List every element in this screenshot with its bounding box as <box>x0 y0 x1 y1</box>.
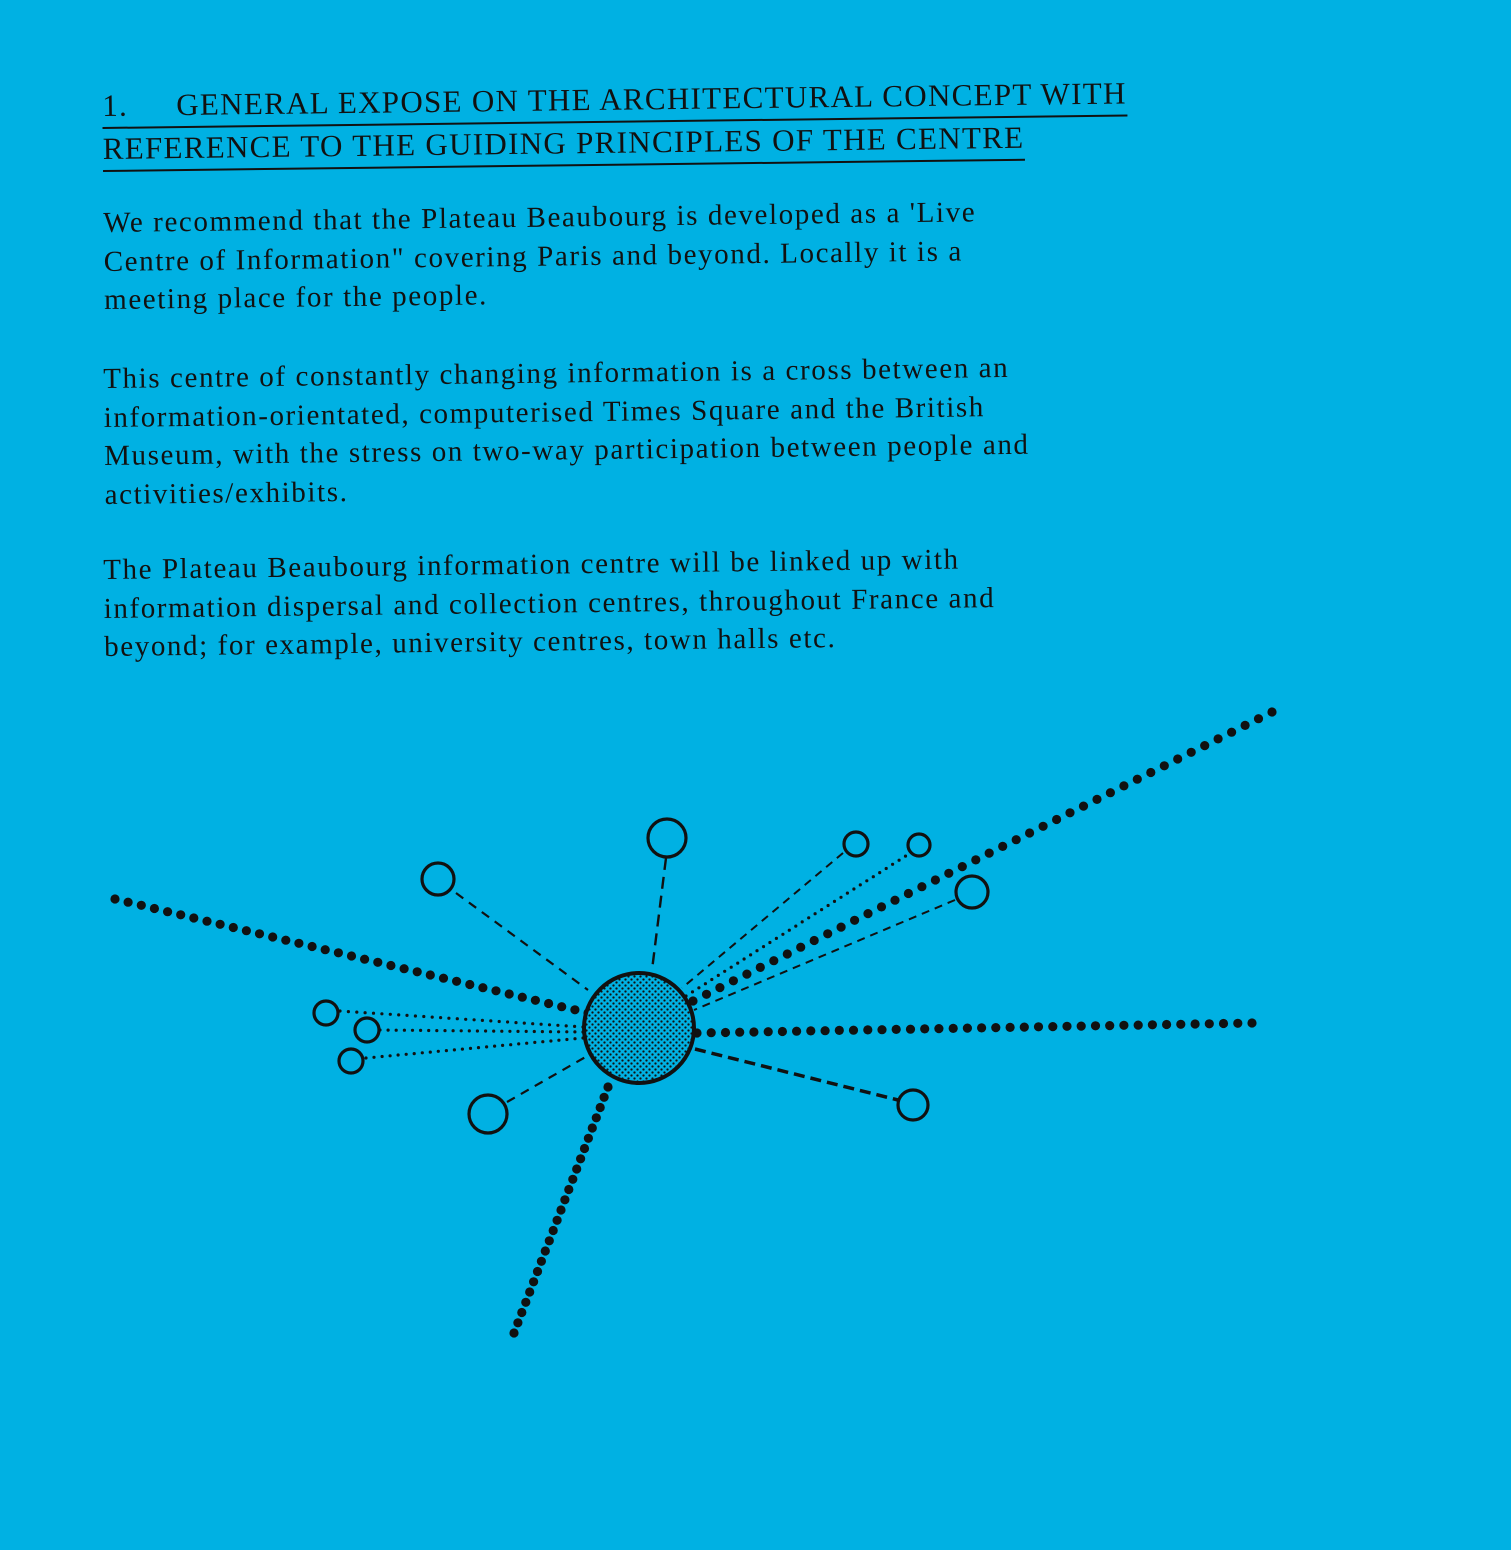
link-dot <box>525 1042 528 1045</box>
link-dot <box>934 1024 943 1033</box>
link-dot <box>505 989 514 998</box>
link-dot <box>469 1047 472 1050</box>
satellite-node-lower-right <box>898 1090 928 1120</box>
link-dot <box>347 1010 350 1013</box>
paragraph-line: Museum, with the stress on two-way participation between people and <box>103 428 1030 472</box>
link-dot <box>468 1029 471 1032</box>
link-dot <box>904 855 907 858</box>
link-dot <box>807 916 810 919</box>
link-dot <box>389 1013 392 1016</box>
link-dot <box>850 916 859 925</box>
link-dot <box>1079 802 1088 811</box>
link-dot <box>891 863 894 866</box>
link-dot <box>355 1011 358 1014</box>
link-dot <box>781 933 784 936</box>
link-dot <box>124 898 133 907</box>
link-dot <box>810 936 819 945</box>
paragraph-line: The Plateau Beaubourg information centre will be linked up with <box>103 543 960 586</box>
link-dot <box>764 1027 773 1036</box>
link-dot <box>596 1103 605 1112</box>
link-dot <box>405 1053 408 1056</box>
link-dot <box>421 1051 424 1054</box>
link-dot <box>443 1029 446 1032</box>
link-dot <box>573 1037 576 1040</box>
satellite-node-lower-left <box>469 1095 507 1133</box>
link-dot <box>821 1026 830 1035</box>
link-dot <box>386 961 395 970</box>
link-dot <box>110 894 119 903</box>
link-dot <box>229 923 238 932</box>
link-dot <box>796 943 805 952</box>
link-dot <box>1187 748 1196 757</box>
link-dot <box>1160 761 1169 770</box>
paragraph-line: meeting place for the people. <box>103 279 489 316</box>
link-dot <box>1200 741 1209 750</box>
link-dot <box>592 1113 601 1122</box>
link-dot <box>549 1030 552 1033</box>
link-dot <box>877 1025 886 1034</box>
link-dot <box>1006 1023 1015 1032</box>
link-dot <box>778 1027 787 1036</box>
link-dot <box>865 879 868 882</box>
link-dot <box>465 980 474 989</box>
link-dot <box>710 978 713 981</box>
link-dot <box>1134 1021 1143 1030</box>
link-dot <box>533 1041 536 1044</box>
link-dot <box>570 1005 579 1014</box>
link-dot <box>1091 1021 1100 1030</box>
link-dot <box>977 1023 986 1032</box>
satellite-node-left-a <box>314 1001 338 1025</box>
trunk-line-right <box>692 1018 1256 1037</box>
link-dot <box>721 1028 730 1037</box>
link-dot <box>202 917 211 926</box>
link-dot <box>1119 781 1128 790</box>
link-dot <box>473 1018 476 1021</box>
link-dot <box>380 1012 383 1015</box>
link-dot <box>1133 775 1142 784</box>
link-dot <box>557 1030 560 1033</box>
link-dot <box>464 1018 467 1021</box>
link-dot <box>419 1029 422 1032</box>
link-dot <box>906 1025 915 1034</box>
link-dot <box>749 1027 758 1036</box>
link-dot <box>531 996 540 1005</box>
link-dot <box>364 1056 367 1059</box>
link-dot <box>1214 734 1223 743</box>
link-dot <box>783 949 792 958</box>
link-dot <box>715 983 724 992</box>
link-dot <box>588 1123 597 1132</box>
link-dot <box>920 1024 929 1033</box>
paragraph-line: information dispersal and collection centres, throughout France and <box>103 581 996 625</box>
link-dot <box>493 1045 496 1048</box>
satellite-node-top-right-b <box>908 834 930 856</box>
link-dot <box>431 1016 434 1019</box>
link-dot <box>509 1328 518 1337</box>
link-dot <box>150 904 159 913</box>
link-dot <box>508 1030 511 1033</box>
link-dot <box>769 956 778 965</box>
link-dot <box>1162 1020 1171 1029</box>
link-dot <box>189 913 198 922</box>
link-dot <box>1219 1019 1228 1028</box>
link-dot <box>917 882 926 891</box>
satellite-node-top-right-a <box>844 832 868 856</box>
link-dot <box>400 964 409 973</box>
link-dot <box>411 1029 414 1032</box>
link-dot <box>792 1027 801 1036</box>
heading-line-1-text: GENERAL EXPOSE ON THE ARCHITECTURAL CONCEPT WITH <box>176 75 1127 123</box>
link-dot <box>898 859 901 862</box>
link-dot <box>560 1195 569 1204</box>
dashed-link-upper-left <box>456 893 588 990</box>
link-dot <box>492 1030 495 1033</box>
link-dot <box>814 912 817 915</box>
link-dot <box>1119 1021 1128 1030</box>
link-dot <box>537 1257 546 1266</box>
link-dot <box>794 925 797 928</box>
link-dot <box>484 1029 487 1032</box>
link-dot <box>427 1029 430 1032</box>
link-dot <box>395 1029 398 1032</box>
link-dot <box>321 945 330 954</box>
link-dot <box>426 970 435 979</box>
link-dot <box>1052 815 1061 824</box>
link-dot <box>456 1017 459 1020</box>
link-dot <box>491 986 500 995</box>
link-dot <box>525 1287 534 1296</box>
link-dot <box>533 1267 542 1276</box>
link-dot <box>1034 1022 1043 1031</box>
link-dot <box>549 1226 558 1235</box>
link-dot <box>557 1002 566 1011</box>
link-dot <box>697 986 700 989</box>
link-dot <box>1025 828 1034 837</box>
link-dot <box>461 1048 464 1051</box>
link-dot <box>372 1056 375 1059</box>
link-dot <box>556 1205 565 1214</box>
link-dot <box>347 951 356 960</box>
link-dot <box>877 902 886 911</box>
paragraph-line: We recommend that the Plateau Beaubourg is developed as a 'Live <box>103 196 977 239</box>
link-dot <box>452 1029 455 1032</box>
link-dot <box>717 974 720 977</box>
link-dot <box>405 1014 408 1017</box>
link-dot <box>801 920 804 923</box>
link-dot <box>1012 835 1021 844</box>
link-dot <box>852 887 855 890</box>
link-dot <box>762 945 765 948</box>
link-dot <box>403 1029 406 1032</box>
dashed-link-lower-right <box>695 1049 898 1100</box>
link-dot <box>485 1045 488 1048</box>
dashed-link-top <box>652 858 666 970</box>
link-dot <box>564 1185 573 1194</box>
link-dot <box>704 982 707 985</box>
link-dot <box>533 1030 536 1033</box>
link-dot <box>1227 728 1236 737</box>
link-dot <box>872 875 875 878</box>
link-dot <box>985 849 994 858</box>
satellite-node-right <box>956 876 988 908</box>
paragraph-line: beyond; for example, university centres, town halls etc. <box>103 622 837 663</box>
link-dot <box>476 1029 479 1032</box>
link-dot <box>498 1020 501 1023</box>
link-dot <box>723 970 726 973</box>
link-dot <box>1254 714 1263 723</box>
link-dot <box>1039 822 1048 831</box>
link-dot <box>749 953 752 956</box>
link-dot <box>1241 721 1250 730</box>
link-dot <box>501 1044 504 1047</box>
link-dot <box>387 1029 390 1032</box>
link-dot <box>478 983 487 992</box>
link-dot <box>545 1236 554 1245</box>
link-dot <box>439 974 448 983</box>
paragraph-line: information-orientated, computerised Times Square and the British <box>103 390 986 434</box>
link-dot <box>1092 795 1101 804</box>
link-dot <box>849 1026 858 1035</box>
link-dot <box>514 1021 517 1024</box>
link-dot <box>691 990 694 993</box>
link-dot <box>373 958 382 967</box>
link-dot <box>255 929 264 938</box>
link-dot <box>702 990 711 999</box>
link-dot <box>176 910 185 919</box>
link-dot <box>529 1277 538 1286</box>
link-dot <box>885 867 888 870</box>
paragraph-line: activities/exhibits. <box>104 475 349 511</box>
link-dot <box>846 892 849 895</box>
link-dot <box>308 942 317 951</box>
trunk-line-upper-right <box>688 707 1276 1005</box>
link-dot <box>584 1134 593 1143</box>
link-dot <box>1106 788 1115 797</box>
fine-link-left-bottom <box>364 1036 584 1059</box>
link-dot <box>477 1046 480 1049</box>
link-dot <box>931 875 940 884</box>
trunk-line-left <box>110 894 592 1017</box>
link-dot <box>389 1054 392 1057</box>
link-dot <box>445 1049 448 1052</box>
link-dot <box>422 1015 425 1018</box>
dashed-link-lower-left <box>507 1055 589 1102</box>
link-dot <box>360 955 369 964</box>
satellite-node-left-c <box>339 1049 363 1073</box>
link-dot <box>1176 1020 1185 1029</box>
link-dot <box>453 1048 456 1051</box>
link-dot <box>768 941 771 944</box>
link-dot <box>1077 1022 1086 1031</box>
link-dot <box>294 939 303 948</box>
link-dot <box>944 869 953 878</box>
link-dot <box>557 1039 560 1042</box>
link-dot <box>565 1024 568 1027</box>
link-dot <box>541 1040 544 1043</box>
link-dot <box>413 967 422 976</box>
link-dot <box>429 1051 432 1054</box>
link-dot <box>531 1022 534 1025</box>
satellite-node-left-b <box>355 1018 379 1042</box>
link-dot <box>397 1013 400 1016</box>
link-dot <box>1048 1022 1057 1031</box>
link-dot <box>517 1042 520 1045</box>
link-dot <box>890 896 899 905</box>
link-dot <box>1148 1020 1157 1029</box>
link-dot <box>506 1020 509 1023</box>
link-dot <box>481 1019 484 1022</box>
link-dot <box>1233 1019 1242 1028</box>
link-dot <box>413 1052 416 1055</box>
link-dot <box>544 999 553 1008</box>
link-dot <box>756 963 765 972</box>
link-dot <box>281 936 290 945</box>
link-dot <box>600 1093 609 1102</box>
fine-link-left-middle <box>378 1028 584 1033</box>
link-dot <box>517 1308 526 1317</box>
paragraph-line: This centre of constantly changing information is a cross between an <box>103 351 1010 395</box>
link-dot <box>268 932 277 941</box>
satellite-node-upper-left <box>422 863 454 895</box>
link-dot <box>381 1055 384 1058</box>
link-dot <box>489 1019 492 1022</box>
link-dot <box>242 926 251 935</box>
link-dot <box>372 1012 375 1015</box>
paragraph-line: Centre of Information" covering Paris and beyond. Locally it is a <box>103 235 964 278</box>
link-dot <box>1191 1019 1200 1028</box>
hub-circle <box>584 973 694 1083</box>
link-dot <box>1205 1019 1214 1028</box>
link-dot <box>565 1030 568 1033</box>
link-dot <box>743 957 746 960</box>
link-dot <box>1020 1023 1029 1032</box>
link-dot <box>1173 754 1182 763</box>
link-dot <box>904 889 913 898</box>
link-dot <box>549 1039 552 1042</box>
link-dot <box>500 1030 503 1033</box>
dashed-link-right-upper <box>694 900 955 1010</box>
link-dot <box>707 1028 716 1037</box>
link-dot <box>525 1030 528 1033</box>
link-dot <box>565 1038 568 1041</box>
link-dot <box>958 862 967 871</box>
link-dot <box>452 977 461 986</box>
link-dot <box>556 1024 559 1027</box>
link-dot <box>837 923 846 932</box>
link-dot <box>863 909 872 918</box>
link-dot <box>863 1025 872 1034</box>
link-dot <box>576 1154 585 1163</box>
link-dot <box>518 993 527 1002</box>
link-dot <box>516 1030 519 1033</box>
link-dot <box>839 896 842 899</box>
link-dot <box>523 1022 526 1025</box>
link-dot <box>735 1028 744 1037</box>
link-dot <box>806 1026 815 1035</box>
link-dot <box>163 907 172 916</box>
link-dot <box>775 937 778 940</box>
link-dot <box>788 929 791 932</box>
link-dot <box>521 1298 530 1307</box>
fine-link-upper-right <box>684 850 913 997</box>
link-dot <box>540 1023 543 1026</box>
link-dot <box>998 842 1007 851</box>
link-dot <box>833 900 836 903</box>
link-dot <box>742 970 751 979</box>
heading-number: 1. <box>102 87 129 123</box>
link-dot <box>414 1014 417 1017</box>
link-dot <box>991 1023 1000 1032</box>
link-dot <box>823 929 832 938</box>
link-dot <box>1247 1018 1256 1027</box>
link-dot <box>949 1024 958 1033</box>
link-dot <box>580 1144 589 1153</box>
link-dot <box>1062 1022 1071 1031</box>
link-dot <box>460 1029 463 1032</box>
link-dot <box>859 883 862 886</box>
link-dot <box>835 1026 844 1035</box>
link-dot <box>364 1011 367 1014</box>
link-dot <box>439 1016 442 1019</box>
link-dot <box>730 966 733 969</box>
link-dot <box>541 1246 550 1255</box>
link-dot <box>573 1025 576 1028</box>
heading-line-2: REFERENCE TO THE GUIDING PRINCIPLES OF THE CENTRE <box>103 118 1025 172</box>
link-dot <box>137 901 146 910</box>
link-dot <box>971 855 980 864</box>
link-dot <box>334 948 343 957</box>
link-dot <box>509 1043 512 1046</box>
link-dot <box>736 962 739 965</box>
link-dot <box>963 1024 972 1033</box>
link-dot <box>603 1082 612 1091</box>
link-dot <box>447 1017 450 1020</box>
link-dot <box>820 908 823 911</box>
link-dot <box>572 1164 581 1173</box>
link-dot <box>827 904 830 907</box>
link-dot <box>548 1023 551 1026</box>
link-dot <box>1267 707 1276 716</box>
link-dot <box>573 1030 576 1033</box>
link-dot <box>216 920 225 929</box>
link-dot <box>553 1216 562 1225</box>
link-dot <box>568 1175 577 1184</box>
link-dot <box>892 1025 901 1034</box>
satellite-node-top <box>648 819 686 857</box>
link-dot <box>1105 1021 1114 1030</box>
trunk-line-down <box>509 1082 612 1337</box>
link-dot <box>1065 808 1074 817</box>
link-dot <box>878 871 881 874</box>
link-dot <box>397 1053 400 1056</box>
link-dot <box>437 1050 440 1053</box>
link-dot <box>755 949 758 952</box>
link-dot <box>513 1318 522 1327</box>
link-dot <box>729 976 738 985</box>
link-dot <box>1146 768 1155 777</box>
link-dot <box>541 1030 544 1033</box>
link-dot <box>435 1029 438 1032</box>
